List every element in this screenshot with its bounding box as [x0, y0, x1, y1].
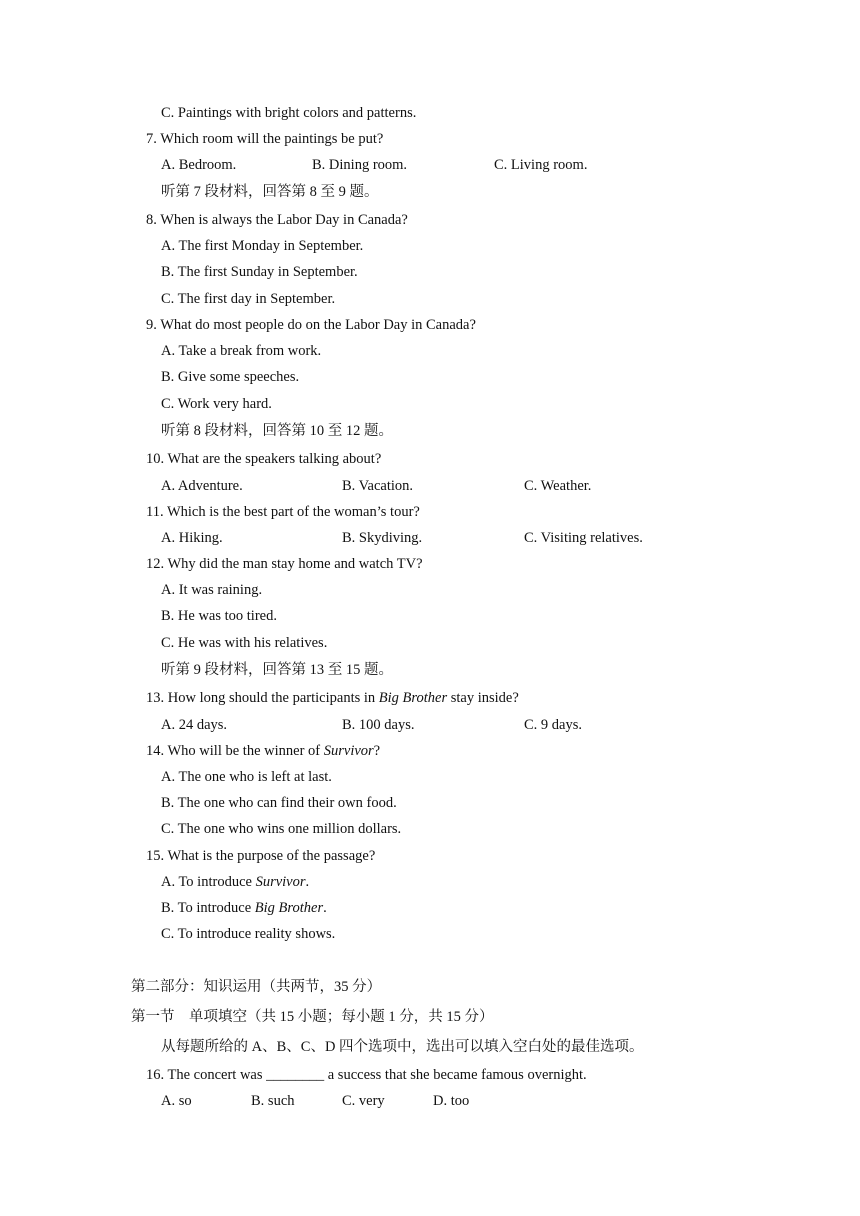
q16-option-a: A. so	[161, 1093, 192, 1109]
q12-option-c: C. He was with his relatives.	[161, 635, 328, 651]
q9-option-a: A. Take a break from work.	[161, 343, 322, 359]
q14-option-b: B. The one who can find their own food.	[161, 795, 397, 811]
q15-option-c: C. To introduce reality shows.	[161, 926, 336, 942]
q10-question: 10. What are the speakers talking about?	[146, 451, 382, 467]
q11-option-b: B. Skydiving.	[342, 530, 423, 546]
q11-option-c: C. Visiting relatives.	[524, 530, 643, 546]
q14-option-a: A. The one who is left at last.	[161, 769, 332, 785]
q9-option-b: B. Give some speeches.	[161, 369, 300, 385]
q16-option-b: B. such	[251, 1093, 295, 1109]
q13-question: 13. How long should the participants in Big Brother stay inside?	[146, 690, 519, 706]
q13-option-b: B. 100 days.	[342, 717, 415, 733]
section-instruction-8: 听第 8 段材料，回答第 10 至 12 题。	[161, 423, 393, 439]
q7-option-b: B. Dining room.	[312, 157, 408, 173]
q15-question: 15. What is the purpose of the passage?	[146, 848, 376, 864]
show-title: Survivor	[323, 743, 374, 759]
show-title: Big Brother	[378, 690, 448, 706]
section-instruction-9: 听第 9 段材料，回答第 13 至 15 题。	[161, 662, 393, 678]
q8-option-b: B. The first Sunday in September.	[161, 264, 358, 280]
q6-option-c: C. Paintings with bright colors and patterns.	[161, 105, 417, 121]
q8-option-a: A. The first Monday in September.	[161, 238, 364, 254]
section-one-heading: 第一节 单项填空（共 15 小题；每小题 1 分，共 15 分）	[131, 1009, 494, 1025]
q10-option-a: A. Adventure.	[161, 478, 243, 494]
q16-option-d: D. too	[433, 1093, 470, 1109]
q14-question: 14. Who will be the winner of Survivor?	[146, 743, 381, 759]
q7-option-a: A. Bedroom.	[161, 157, 237, 173]
q12-option-b: B. He was too tired.	[161, 608, 277, 624]
q12-question: 12. Why did the man stay home and watch TV?	[146, 556, 423, 572]
section-one-instructions: 从每题所给的 A、B、C、D 四个选项中，选出可以填入空白处的最佳选项。	[161, 1039, 644, 1055]
q16-question: 16. The concert was ________ a success that she became famous overnight.	[146, 1067, 587, 1083]
q16-option-c: C. very	[342, 1093, 385, 1109]
q10-option-c: C. Weather.	[524, 478, 592, 494]
q7-question: 7. Which room will the paintings be put?	[146, 131, 384, 147]
q15-option-a: A. To introduce Survivor.	[161, 874, 310, 890]
q9-question: 9. What do most people do on the Labor Day in Canada?	[146, 317, 476, 333]
part-two-heading: 第二部分：知识运用（共两节，35 分）	[131, 979, 382, 995]
q11-question: 11. Which is the best part of the woman’s tour?	[146, 504, 420, 520]
q10-option-b: B. Vacation.	[342, 478, 414, 494]
q7-option-c: C. Living room.	[494, 157, 588, 173]
section-instruction-7: 听第 7 段材料，回答第 8 至 9 题。	[161, 184, 379, 200]
q13-option-a: A. 24 days.	[161, 717, 228, 733]
show-title: Big Brother	[254, 900, 324, 916]
q9-option-c: C. Work very hard.	[161, 396, 272, 412]
q12-option-a: A. It was raining.	[161, 582, 263, 598]
q8-question: 8. When is always the Labor Day in Canada?	[146, 212, 408, 228]
q11-option-a: A. Hiking.	[161, 530, 223, 546]
show-title: Survivor	[255, 874, 306, 890]
q14-option-c: C. The one who wins one million dollars.	[161, 821, 402, 837]
q15-option-b: B. To introduce Big Brother.	[161, 900, 327, 916]
q8-option-c: C. The first day in September.	[161, 291, 336, 307]
q13-option-c: C. 9 days.	[524, 717, 582, 733]
